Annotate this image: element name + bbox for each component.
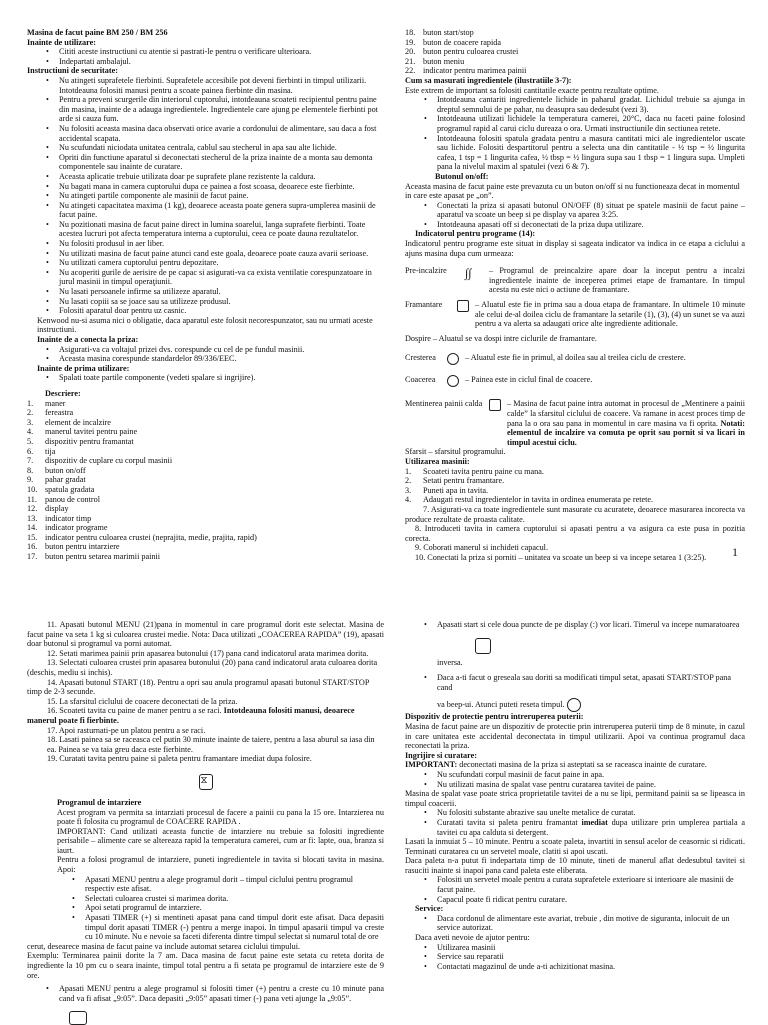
book-icon <box>69 1011 87 1025</box>
stage-label: Pre-incalzire <box>405 266 447 276</box>
list-item: 2. fereastra <box>27 408 74 418</box>
list-item: 11. panou de control <box>27 494 101 504</box>
list-item: • Opriti din functiune aparatul si deconectati stecherul de la priza inainte de a monta sau demonta componentele sau inainte de curatare. <box>27 153 384 172</box>
care-paragraph: Daca paleta n-a putut fi indepartata timp de 10 minute, tineti de manerul aflat dedesubtul tavitei si rasuciti inainte si inapoi pana cand paleta este eliberata. <box>405 856 745 875</box>
list-item: 5. dispozitiv pentru framantat <box>27 436 134 446</box>
list-item: • Curatati tavita si paleta pentru framantat imediat dupa utilizare prin umplerea partiala a tavitei cu apa calduta si detergent. <box>405 818 745 837</box>
rise-icon <box>447 353 459 365</box>
connect-list <box>27 345 384 364</box>
care-paragraph: Lasati la inmuiat 5 – 10 minute. Pentru a scoate paleta, invartiti in sensul acelor de ceasornic si ridicati. Terminati curatarea cu un servetel moale, clatiti si apoi uscati. <box>405 837 745 856</box>
before-use-heading: Inainte de utilizare: <box>27 37 96 47</box>
stage-end: Sfarsit – sfarsitul programului. <box>405 447 506 457</box>
knead-icon <box>457 300 469 312</box>
use-heading: Utilizarea masinii: <box>405 456 470 466</box>
delay-paragraph: Pentru a folosi programul de intarziere, puneti ingredientele in tavita si blocati tavita in masina. Apoi: <box>57 855 384 875</box>
service-paragraph: Daca aveti nevoie de ajutor pentru: <box>415 933 530 943</box>
page2-left-column <box>27 620 384 1020</box>
stage-bake <box>405 375 745 387</box>
step-9: 9. Coborati manerul si inchideti capacul. <box>415 543 549 553</box>
step-8: 8. Introduceti tavita in camera cuptorului si apasati pentru a va asigura ca este pusa in pozitia corecta. <box>405 524 745 543</box>
list-item: • Spalati toate partile componente (vedeti spalare si ingrijire). <box>27 373 384 383</box>
list-item: • Apoi setati programul de intarziere. <box>27 903 384 913</box>
list-item: • Intotdeauna apasati off si deconectati de la priza dupa utilizare. <box>405 220 745 230</box>
list-item: 22. indicator pentru marimea painii <box>405 66 527 76</box>
page-number: 1 <box>732 545 738 559</box>
onoff-intro: Aceasta masina de facut paine este prevazuta cu un buton on/off si nu functioneaza decat in momentul in care este apasat pe „on”. <box>405 181 740 201</box>
bake-icon <box>447 375 459 387</box>
list-item: • Apasati TIMER (+) si mentineti apasat pana cand timpul dorit este afisat. Daca depasiti timpul dorit apasati TIMER (-) pentru a merge inapoi. In timpul apasarii timpul va creste cu 10 minute. Nu e nevoie sa faceti diferenta dintre timpul selectat si numarul total de ore <box>27 913 384 942</box>
list-item: • Nu atingeti capacitatea maxima (1 kg), deoarece aceasta poate genera supra-umplerea masinii de facut paine. <box>27 201 384 220</box>
stage-description: – Programul de preincalzire apare doar la inceput pentru a incalzi ingredientele inainte de inceperea primei etape de framantare. In timpul acesta nu este nici o actiune de framantare. <box>489 266 745 295</box>
service-list <box>405 943 745 972</box>
indicator-heading: Indicatorul pentru programe (14): <box>415 229 536 239</box>
list-item: • Nu utilizati camera cuptorului pentru depozitare. <box>27 258 384 268</box>
reset-list <box>405 673 745 692</box>
stage-knead <box>405 300 745 329</box>
start-continued: inversa. <box>437 657 463 667</box>
care-list <box>405 875 745 904</box>
list-item: 4. Adaugati restul ingredientelor in tavita in ordinea enumerata pe retete. <box>405 495 654 505</box>
list-item: • Utilizarea masinii <box>405 943 745 953</box>
indicator-intro: Indicatorul pentru programe este situat in display si sageata indicator va indica in ce etapa a ciclului a ajuns masina dupa cum urmeaza: <box>405 239 745 258</box>
step-15: 15. La sfarsitul ciclului de coacere deconectati de la priza. <box>47 696 238 706</box>
care-list <box>405 808 745 837</box>
stage-description: – Masina de facut paine intra automat in procesul de „Mentinere a painii calde” la sfarsitul ciclului de coacere. Va ramane in acest proces timp de pana la o ora sau pana in momentul in care masina va fi oprita. <box>507 399 745 428</box>
stage-note: Notati: elementul de incalzire va comuta pe oprit sau pornit si va licari in timpul acestui ciclu. <box>507 418 745 447</box>
list-item: • Cititi aceste instructiuni cu atentie si pastrati-le pentru o verificare ulterioara. <box>27 47 384 57</box>
list-item: • Nu atingeti partile componente ale masinii de facut paine. <box>27 191 384 201</box>
stage-label: Framantare <box>405 300 443 310</box>
stage-description: – Painea este in ciclul final de coacere. <box>465 375 593 385</box>
stage-label: Mentinerea painii calda <box>405 399 483 409</box>
before-use-list <box>27 47 384 66</box>
stage-preheat <box>405 266 745 295</box>
measure-list <box>405 95 745 172</box>
stage-rise <box>405 353 745 365</box>
list-item: 20. buton pentru culoarea crustei <box>405 47 519 57</box>
list-item: 9. pahar gradat <box>27 475 86 485</box>
list-item: 16. buton pentru intarziere <box>27 542 120 552</box>
list-item: 8. buton on/off <box>27 465 86 475</box>
list-item: 3. element de incalzire <box>27 417 111 427</box>
stage-description: – Aluatul este fie in primul, al doilea sau al treilea ciclu de crestere. <box>465 353 686 363</box>
description-list-continued <box>405 28 745 76</box>
delay-continued: cerut, desearece masina de facut paine va include automat setarea ciclului timpului. <box>27 941 301 951</box>
stage-label: Cresterea <box>405 353 436 363</box>
step-10: 10. Conectati la priza si porniti – unitatea va scoate un beep si va incepe setarea 1 (3:25). <box>415 552 707 562</box>
delay-timer-icon <box>199 774 213 790</box>
delay-heading: Programul de intarziere <box>57 797 142 807</box>
stage-description: – Aluatul este fie in prima sau a doua etapa de framantare. In ultimele 10 minute ale celui de-al doilea ciclu de framantare la setarile (1), (3), (4) un sunet se va auzi pentru a va alerta sa adaugati orice alte ingrediente aditionale. <box>475 300 745 329</box>
list-item: • Nu utilizati masina de spalat vase pentru curatarea tavitei de paine. <box>405 780 745 790</box>
delay-example-list <box>27 984 384 1003</box>
use-steps <box>405 467 745 505</box>
list-item: • Service sau reparatii <box>405 952 745 962</box>
first-use-heading: Inainte de prima utilizare: <box>37 363 130 373</box>
clock-icon <box>567 698 581 712</box>
list-item: 10. spatula gradata <box>27 484 95 494</box>
description-list <box>27 399 384 562</box>
delay-paragraph: Acest program va permita sa intarziati procesul de facere a painii cu pana la 15 ore. Intarzierea nu poate fi folosita cu programul de COACERE RAPIDA . <box>57 807 384 827</box>
measure-heading: Cum sa masurati ingredientele (ilustratiile 3-7): <box>405 75 572 85</box>
list-item: • Nu folositi substante abrazive sau unelte metalice de curatat. <box>405 808 745 818</box>
list-item: 19. buton de coacere rapida <box>405 37 501 47</box>
step-7: 7. Asigurati-va ca toate ingredientele sunt masurate cu acuratete, deoarece masurarea incorecta va produce rezultate de proasta calitate. <box>405 504 745 524</box>
onoff-list <box>405 201 745 230</box>
list-item: • Nu scufundati corpul masinii de facut paine in apa. <box>405 770 745 780</box>
list-item: • Nu scufundati niciodata unitatea centrala, cablul sau stecherul in apa sau alte lichide. <box>27 143 384 153</box>
list-item: 18. buton start/stop <box>405 28 474 37</box>
list-item: 13. indicator timp <box>27 513 92 523</box>
list-item: • Intotdeauna cantariti ingredientele lichide in paharul gradat. Lichidul trebuie sa ajunga in dreptul semnului de pe pahar, nu deasupra sau dedesubt (vezi 3). <box>405 95 745 114</box>
list-item: • Nu acoperiti gurile de aerisire de pe capac si asigurati-va ca exista ventilatie corespunzatoare in jurul masinii in timpul operaţiunii. <box>27 268 384 287</box>
list-item: • Nu lasati persoanele infirme sa utilizeze aparatul. <box>27 287 384 297</box>
list-item: • Apasati MENU pentru a alege programul si folositi timer (+) pentru a creste cu 10 minute pana cand va fi afisat „9:05”. Daca depasiti „9:05” apasati timer (-) pana veti ajunge la „9:05”. <box>27 984 384 1003</box>
step-13: 13. Selectati culoarea crustei prin apasarea butonului (20) pana cand indicatorul arata culoarea dorita (deschis, mediu si inchis). <box>27 658 378 677</box>
care-heading: Ingrijire si curatare: <box>405 750 477 760</box>
description-heading: Descriere: <box>45 388 81 398</box>
protect-heading: Dispozitiv de protectie pentru intreruperea puterii: <box>405 712 584 722</box>
page1-left-column <box>27 28 384 562</box>
list-item: • Daca cordonul de alimentare este avariat, trebuie , din motive de siguranta, inlocuit de un service autorizat. <box>405 914 745 933</box>
stage-warm <box>405 399 745 447</box>
list-item: 1. Scoateti tavita pentru paine cu mana. <box>405 466 544 476</box>
list-item: • Nu pozitionati masina de facut paine direct in lumina soarelui, langa suprafete fierbinti. Toate acestea lucruri pot afecta temperatura interna a cuptorului, ceea ce poate dauna rezultatelor. <box>27 220 384 239</box>
onoff-heading: Butonul on/off: <box>435 171 489 181</box>
step-18: 18. Lasati painea sa se raceasca cel putin 30 minute inainte de taiere, pentru a lasa aburul sa iasa din ea. Painea se va taia greu daca este fierbinte. <box>47 735 375 754</box>
list-item: • Conectati la priza si apasati butonul ON/OFF (8) situat pe spatele masinii de facut paine – aparatul va scoate un beep si pe display va aparea 3:25. <box>405 201 745 220</box>
list-item: • Nu bagati mana in camera cuptorului dupa ce painea a fost scoasa, deoarece este fierbinte. <box>27 182 384 192</box>
list-item: • Contactati magazinul de unde a-ti achizitionat masina. <box>405 962 745 972</box>
list-item: • Selectati culoarea crustei si marimea dorita. <box>27 894 384 904</box>
list-item: 4. manerul tavitei pentru paine <box>27 427 138 437</box>
list-item: • Nu folositi aceasta masina daca observati orice avarie a cordonului de alimentare, sau daca a fost accidental scapata. <box>27 124 384 143</box>
list-item: • Nu lasati copiii sa se joace sau sa utilizeze produsul. <box>27 297 384 307</box>
list-item: • Nu folositi produsul in aer liber. <box>27 239 384 249</box>
first-use-list <box>27 373 384 383</box>
list-item: • Apasati start si cele doua puncte de pe display (:) vor licari. Timerul va incepe numaratoarea <box>405 620 745 630</box>
list-item: • Indepartati ambalajul. <box>27 57 384 67</box>
list-item: • Intotdeauna folositi spatula gradata pentru a masura cantitati mici ale ingredientelor uscate sau lichide. Folositi despartitorul pentru a selecta una din cantitatile - ½ tsp = ½ lingurita cafea, 1 tsp = 1 lingurita cafea, ½ tbsp = ½ lingura supa sau 1 tbsp = 1 lingura supa. Umpleti pana la nivelul maxim al spatulei (vezi 6 & 7). <box>405 134 745 172</box>
measure-intro: Este extrem de important sa folositi cantitatile exacte pentru rezultate optime. <box>405 85 659 95</box>
list-item: 15. indicator pentru culoarea crustei (neprajita, medie, prajita, rapid) <box>27 532 257 542</box>
list-item: 21. buton meniu <box>405 56 465 66</box>
step-11: 11. Apasati butonul MENU (21)pana in momentul in care programul dorit este selectat. Masina de facut paine va seta 1 kg si culoarea crustei medie. Nota: Daca utilizati „COACEREA RAPIDA” (19), apasati doar butonul si programul va porni automat. <box>27 620 384 649</box>
service-heading: Service: <box>415 904 444 914</box>
list-item: • Folositi aparatul doar pentru uz casnic. <box>27 306 384 316</box>
list-item: • Capacul poate fi ridicat pentru curatare. <box>405 895 745 905</box>
list-item: 6. tija <box>27 446 56 456</box>
list-item: • Daca a-ti facut o greseala sau doriti sa modificati timpul setat, apasati START/STOP pana cand <box>405 673 745 692</box>
keep-warm-icon <box>489 399 501 411</box>
delay-example: Exemplu: Terminarea painii dorite la 7 am. Daca masina de facut paine este setata cu reteta dorita de ingrediente la 10 pm cu o seara inainte, timpul total pentru a fi setata pe programul de intarziere este de 9 ore. <box>27 951 384 980</box>
delay-list <box>27 875 384 942</box>
list-item: • Intotdeauna utilizati lichidele la temperatura camerei, 20°C, daca nu faceti paine folosind programul rapid al carui ciclu dureaza o ora. Urmati instructiunile din sectiunea retete. <box>405 114 745 133</box>
step-17: 17. Apoi rasturnati-pe un platou pentru a se raci. <box>47 725 206 735</box>
safety-heading: Instructiuni de securitate: <box>27 66 118 76</box>
list-item: • Asigurati-va ca voltajul prizei dvs. corespunde cu cel de pe fundul masinii. <box>27 345 384 355</box>
list-item: • Folositi un servetel moale pentru a curata suprafetele exterioare si interioare ale masinii de facut paine. <box>405 875 745 894</box>
list-item: • Aceasta aplicatie trebuie utilizata doar pe suprafete plane rezistente la caldura. <box>27 172 384 182</box>
list-item: • Apasati MENU pentru a alege programul dorit – timpul ciclului pentru programul respectiv este afisat. <box>27 875 384 894</box>
stage-label: Coacerea <box>405 375 436 385</box>
list-item: 7. dispozitiv de cuplare cu corpul masinii <box>27 456 173 466</box>
list-item: 12. display <box>27 504 69 514</box>
list-item: • Nu atingeti suprafetele fierbinti. Suprafetele accesibile pot deveni fierbinti in timpul utilizarii. Intotdeauna folositi manusi pentru a scoate painea fierbinte din masina. <box>27 76 384 95</box>
list-item: 2. Setati pentru framantare. <box>405 476 505 486</box>
reset-continued: va beep-ui. Atunci puteti reseta timpul. <box>405 698 745 712</box>
list-item: 17. buton pentru setarea marimii painii <box>27 552 161 562</box>
list-item: • Pentru a preveni scurgerile din interiorul cuptorului, intotdeauna scoateti recipientul pentru paine din masina, inainte de a adauga ingredientele. Ingredientele care ajung pe elementele fierbinti pot arde si cauza fum. <box>27 95 384 124</box>
list-item: • Nu utilizati masina de facut paine atunci cand este goala, deoarece poate cauza avarii serioase. <box>27 249 384 259</box>
list-item: 1. maner <box>27 398 66 408</box>
kenwood-note: Kenwood nu-si asuma nici o obligatie, daca aparatul este folosit necorespunzator, sau nu urmati aceste instructiuni. <box>37 315 373 335</box>
protect-text: Masina de facut paine are un dispozitiv de protectie prin intreruperea puterii timp de 8 minute, in cazul in care unitatea este accidental deconectata in timpul utilizarii. Apoi va continua programul daca reconectati la priza. <box>405 721 745 751</box>
document-title: Masina de facut paine BM 250 / BM 256 <box>27 28 168 37</box>
list-item: • Aceasta masina corespunde standardelor 89/336/EEC. <box>27 354 384 364</box>
page1-right-column <box>405 28 745 562</box>
care-paragraph: Masina de spalat vase poate strica proprietatile tavitei de a nu se lipi, permitand painii sa se lipeasca in timpul coacerii. <box>405 789 745 808</box>
step-14: 14. Apasati butonul START (18). Pentru a opri sau anula programul apasati butonul START/STOP timp de 2-3 secunde. <box>27 677 370 697</box>
care-important: IMPORTANT: deconectati masina de la priza si asteptati sa se raceasca inainte de curatare. <box>405 760 707 770</box>
step-19: 19. Curatati tavita pentru paine si paleta pentru framantare imediat dupa folosire. <box>47 754 312 764</box>
page2-right-column <box>405 620 745 1020</box>
delay-important: IMPORTANT: Cand utilizati aceasta functie de intarziere nu trebuie sa folositi ingrediente perisabile – alimente care se altereaza rapid la temperatura camerei, cum ar fi: lapte, oua, branza si iaurt. <box>57 826 384 855</box>
safety-list <box>27 76 384 316</box>
step-12: 12. Setati marimea painii prin apasarea butonului (17) pana cand indicatorul arata marimea dorita. <box>47 648 369 658</box>
list-item: 14. indicator programe <box>27 523 108 533</box>
hourglass-icon <box>475 638 491 654</box>
connect-heading: Inainte de a conecta la priza: <box>37 335 139 344</box>
list-item: 3. Puneti apa in tavita. <box>405 485 489 495</box>
preheat-icon: ∫∫ <box>465 266 472 281</box>
service-list <box>405 914 745 933</box>
stage-knock: Dospire – Aluatul se va dospi intre ciclurile de framantare. <box>405 333 597 343</box>
care-list <box>405 770 745 789</box>
step-16: 16. Scoateti tavita cu paine de maner pentru a se raci. Intotdeauna folositi manusi, deoarece manerul poate fi fierbinte. <box>27 706 355 725</box>
start-list <box>405 620 745 630</box>
